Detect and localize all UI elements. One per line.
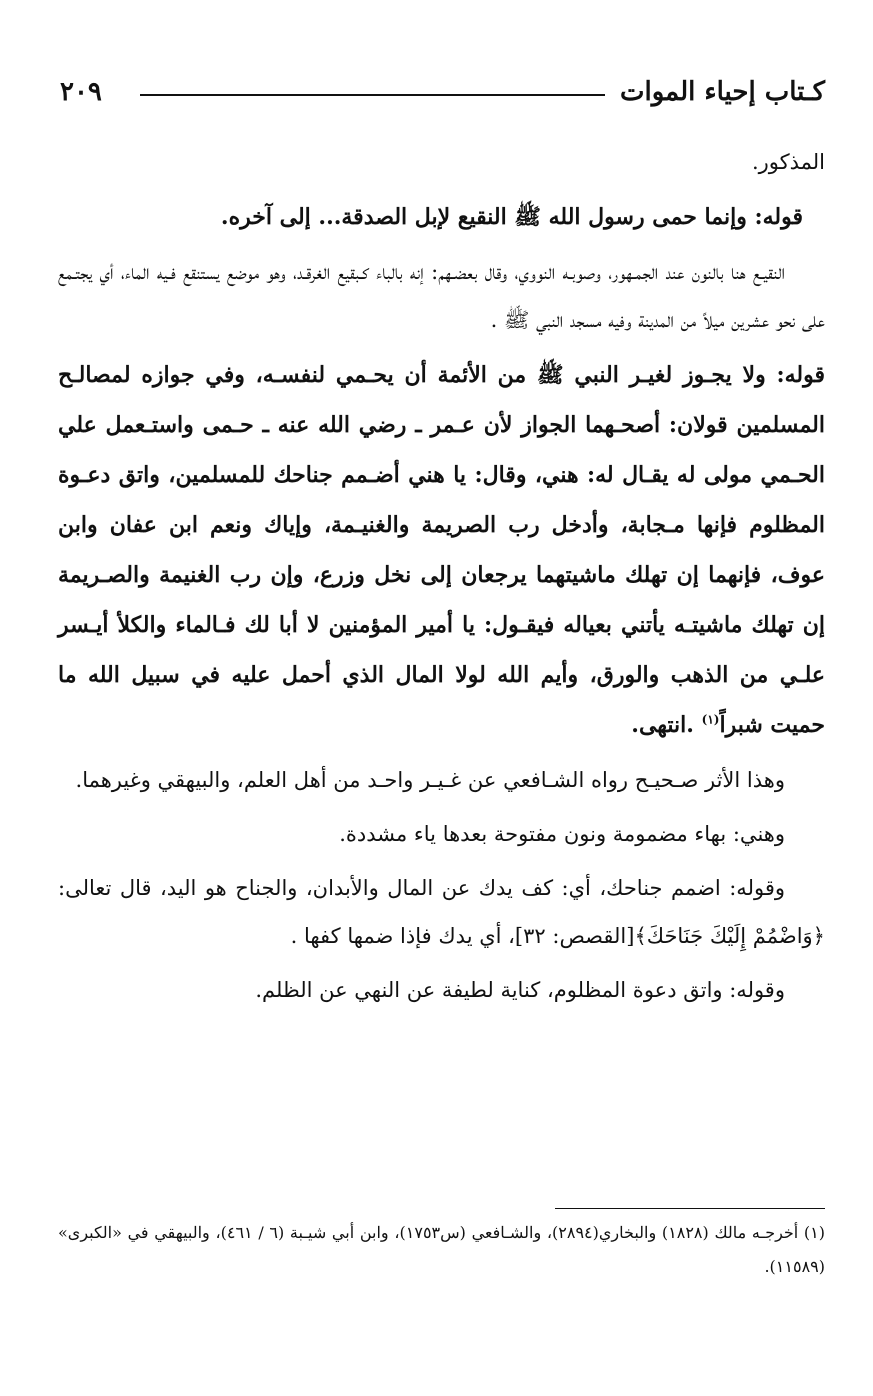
running-header	[60, 72, 825, 112]
chapter-title: كـتاب إحياء الموات	[620, 77, 825, 107]
paragraph-4-text: قوله: ولا يجـوز لغيـر النبي ﷺ من الأئمة أن يحـمي لنفسـه، وفي جوازه لمصالـح المسلمين قولان: أصحـهما الجواز لأن عـمر ـ رضي الله عنه ـ حـمى واستـعمل علي الحـمي مولى له يقـال له: هني، وقال: يا هني أضـمم جناحك للمسلمين، واتق دعـوة المظلوم فإنها مـجابة، وأدخل رب الصريمة والغنيـمة، وإياك ونعم ابن عفان وابن عوف، فإنهما إن تهلك ماشيتهما يرجعان إلى نخل وزرع، وإن رب الغنيمة والصـريمة إن تهلك ماشيتـه يأتني بعياله فيقـول: يا أمير المؤمنين لا أبا لك فـالماء والكلأ أيـسر علـي من الذهب والورق، وأيم الله لولا المال الذي أحمل عليه في سبيل الله ما حميت شبراً	[58, 362, 825, 738]
footnote-1: (١) أخرجـه مالك (١٨٢٨) والبخاري(٢٨٩٤)، والشـافعي (س١٧٥٣)، وابن أبي شيـبة (٦ / ٤٦١)، والبيهقي في «الكبرى» (١١٥٨٩).	[58, 1223, 826, 1276]
paragraph-4-tail: .انتهى.	[631, 712, 702, 738]
header-rule	[140, 94, 605, 96]
paragraph-7: وقوله: اضمم جناحك، أي: كف يدك عن المال والأبدان، والجناح هو اليد، قال تعالى: ﴿وَاضْمُمْ إِلَيْكَ جَنَاحَكَ﴾[القصص: ٣٢]، أي يدك فإذا ضمها كفها .	[58, 876, 825, 948]
paragraph-8: وقوله: واتق دعوة المظلوم، كناية لطيفة عن النهي عن الظلم.	[255, 978, 785, 1002]
main-text	[58, 138, 825, 1020]
paragraph-6: وهني: بهاء مضمومة ونون مفتوحة بعدها ياء مشددة.	[339, 822, 785, 846]
paragraph-4-quote	[58, 350, 825, 750]
page-number: ٢٠٩	[60, 77, 102, 107]
paragraph-5: وهذا الأثر صـحيـح رواه الشـافعي عن غـيـر واحـد من أهل العلم، والبيهقي وغيرهما.	[75, 768, 785, 792]
paragraph-3: النقيـع هنا بالنون عند الجمـهور، وصوبـه النووي، وقال بعضـهم: إنه بالباء كـبقيع الغرقـد، وهو موضع يستنقع فـيه الماء، أي يجتـمع على نحو عشرين ميلاً من المدينة وفيه مسجد النبي ﷺ .	[58, 260, 825, 332]
footnote-marker: (١)	[701, 712, 720, 727]
footnotes	[58, 1216, 825, 1284]
paragraph-2-quote-heading: قوله: وإنما حمى رسول الله ﷺ النقيع لإبل الصدقة... إلى آخره.	[220, 204, 803, 230]
footnote-separator	[555, 1208, 825, 1209]
paragraph-1: المذكور.	[751, 150, 825, 174]
